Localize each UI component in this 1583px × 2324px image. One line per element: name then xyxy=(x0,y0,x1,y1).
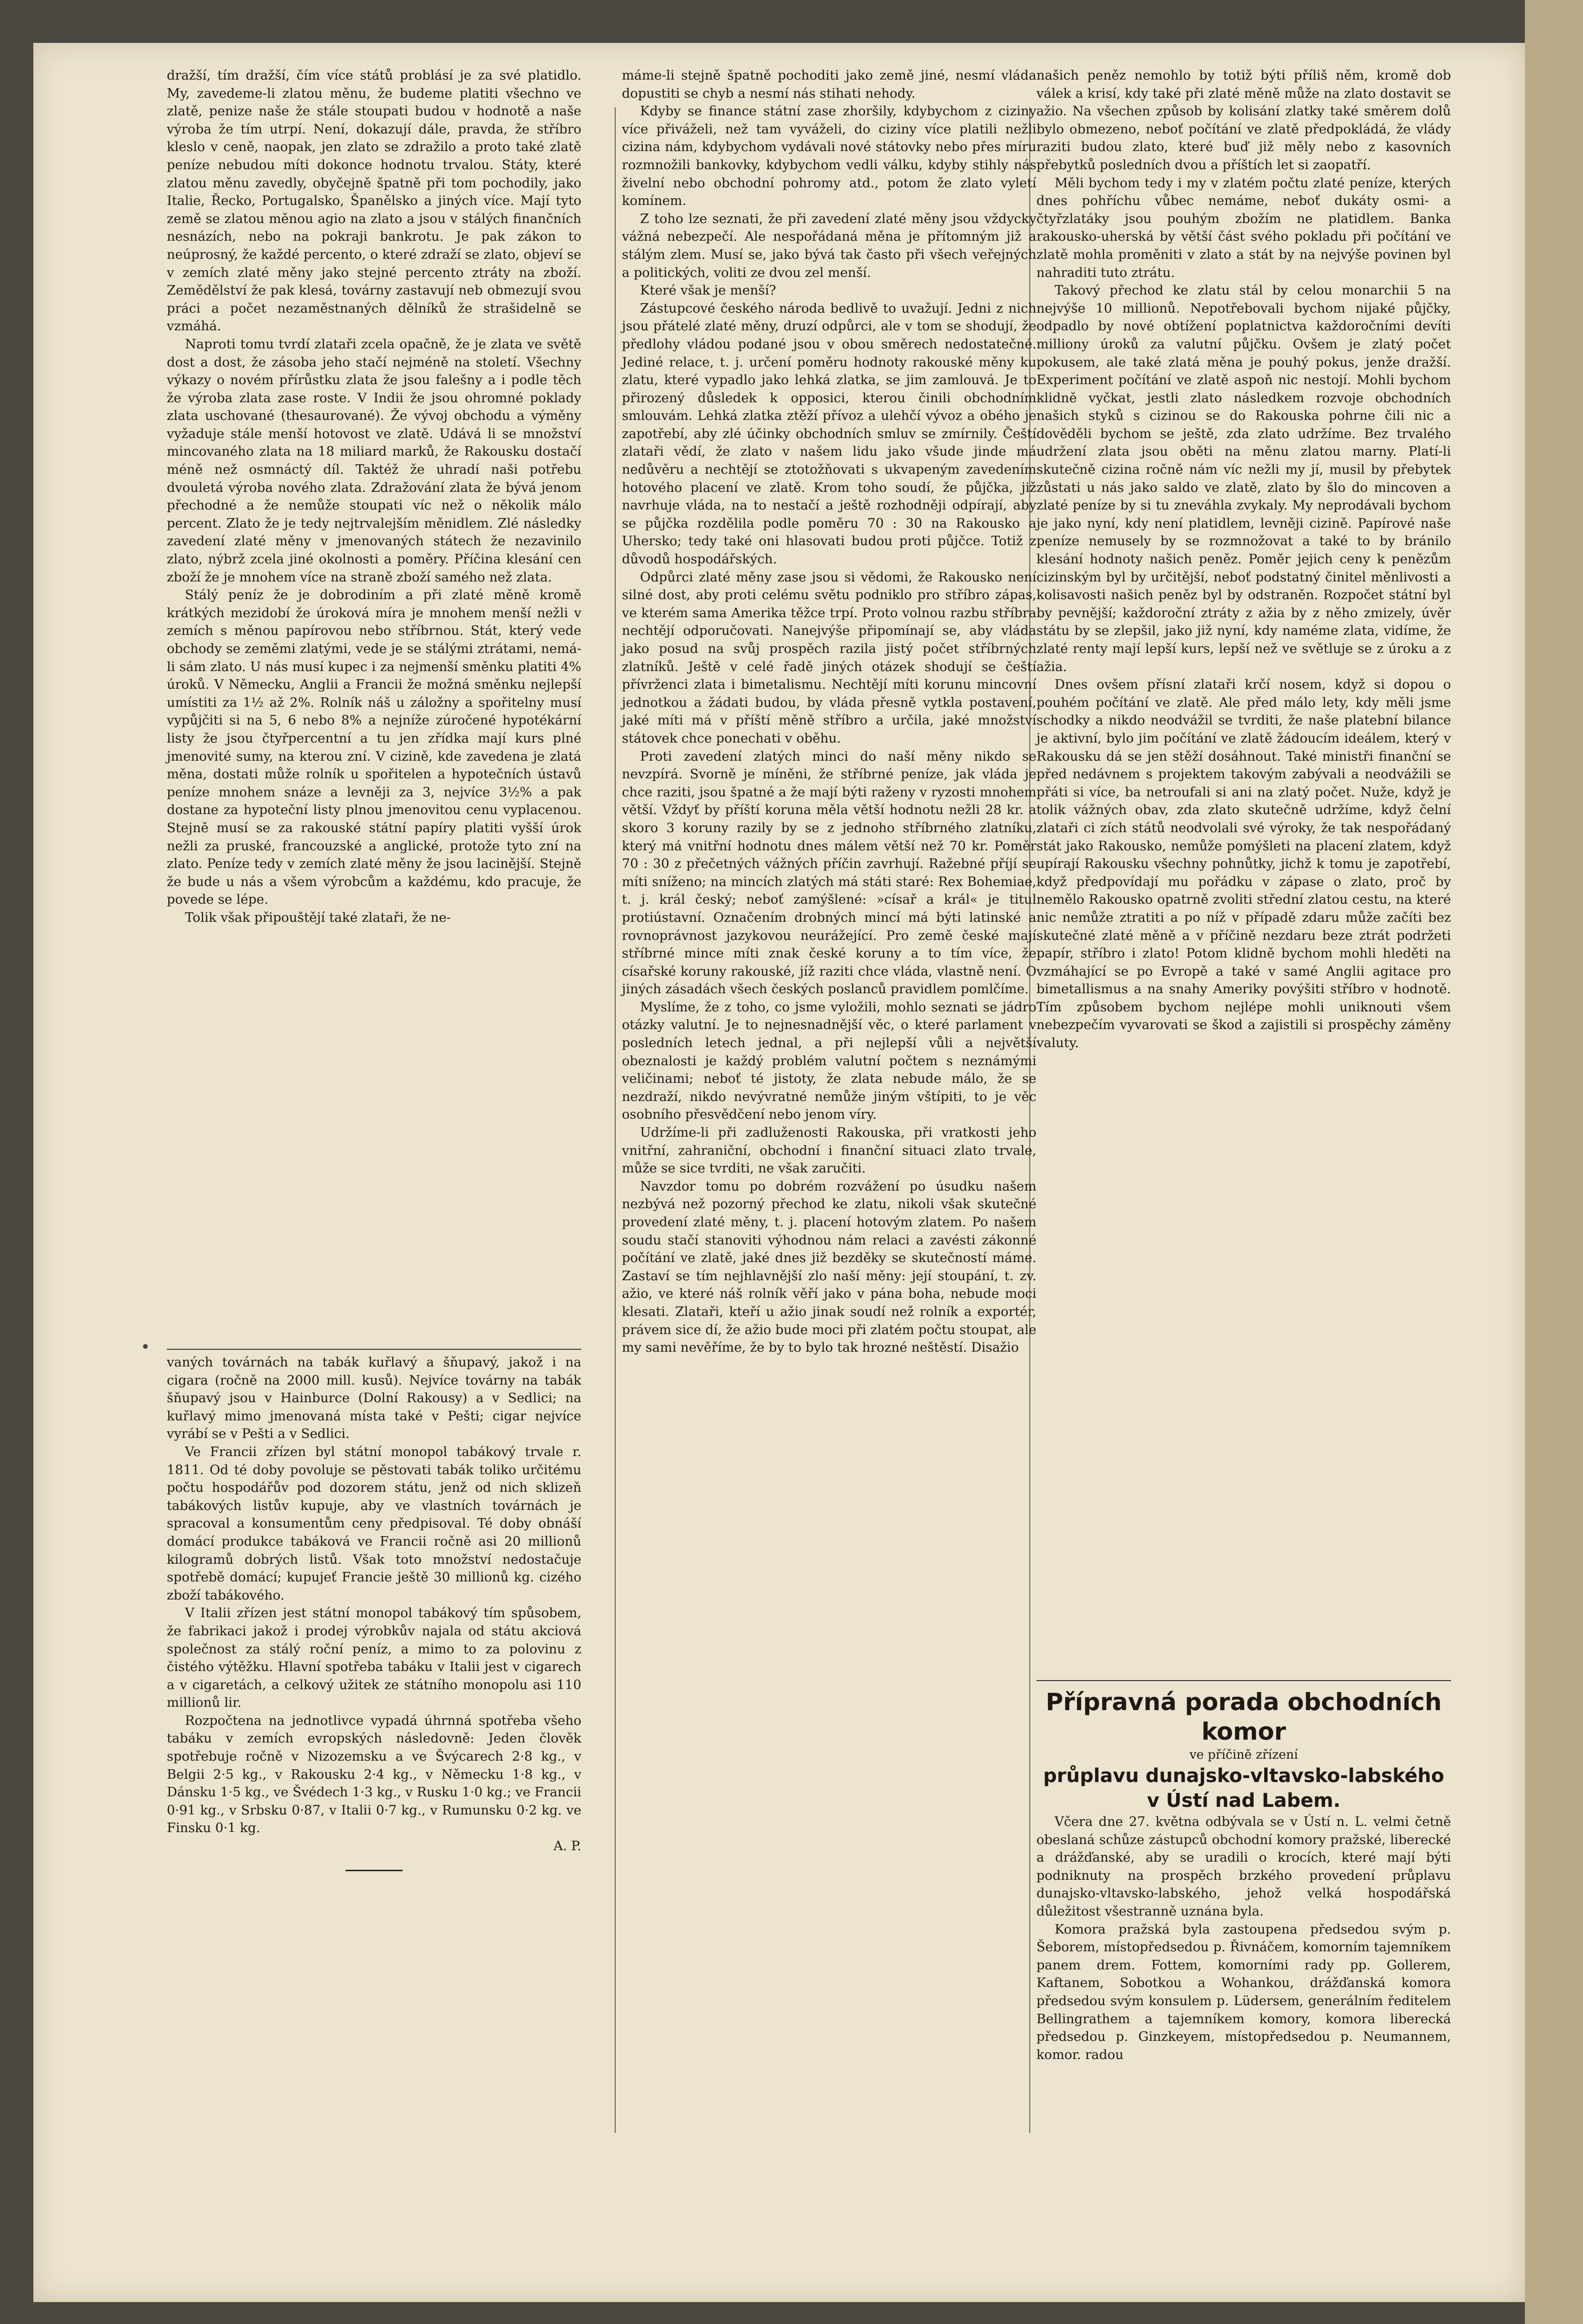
column-1-lower xyxy=(167,1354,581,1871)
margin-dot xyxy=(143,1344,148,1349)
column-2 xyxy=(622,67,1036,1357)
col1-paragraph: dražší, tím dražší, čím více států problásí je za své platidlo. My, zavedeme-li zlatou měnu, že budeme platiti všechno ve zlatě, penize naše že stále stoupati budou v hodnotě a naše výroba že tím utrpí. Není, dokazují dále, pravda, že stříbro kleslo v ceně, naopak, jen zlato se zdražilo a proto také zlatě peníze nebudou míti dokonce hodnotu trvalou. Státy, které zlatou měnu zavedly, obyčejně špatně při tom pochodily, jako Italie, Řecko, Portugalsko, Španělsko a jiných více. Mají tyto země se zlatou měnou agio na zlato a jsou v stálých finančních nesnázích, nebo na pokraji bankrotu. Je pak zákon to neúprosný, že každé percento, o které zdraží se zlato, objeví se v zemích zlaté měny jako stejné percento ztráty na zboží. Zemědělství že pak klesá, továrny zastavují neb obmezují svou práci a počet nezaměstnaných dělníků že strašidelně se vzmáhá. xyxy=(167,68,581,334)
article-headline: Přípravná porada obchodních komor xyxy=(1045,1688,1442,1745)
col1-lower-paragraph: Rozpočtena na jednotlivce vypadá úhrnná spotřeba všeho tabáku v zemích evropských následovně: Jeden člověk spotřebuje ročně v Nizozemsku a ve Švýcarech 2·8 kg., v Belgii 2·5 kg., v Rakousku 2·4 kg., v Německu 1·8 kg., v Dánsku 1·5 kg., ve Švédech 1·3 kg., v Rusku 1·0 kg.; ve Francii 0·91 kg., v Srbsku 0·87, v Italii 0·7 kg., v Rumunsku 0·2 kg. ve Finsku 0·1 kg. xyxy=(167,1713,581,1836)
news-paragraph: Včera dne 27. května odbývala se v Ústí n. L. velmi četně obeslaná schůze zástupců obchodní komory pražské, liberecké a drážďanské, aby se uradili o krocích, které mají býti podniknuty na prospěch brzkého provedení průplavu dunajsko-vltavsko-labského, jehož velká hospodářská důležitost všestranně uznána byla. xyxy=(1036,1814,1451,1919)
col1-lower-paragraph: Ve Francii zřízen byl státní monopol tabákový trvale r. 1811. Od té doby povoluje se pěstovati tabák toliko určitému počtu hospodářův pod dozorem státu, jenž od nich sklizeň tabákových listův kupuje, aby ve vlastních továrnách je spracoval a konsumentům ceny předpisoval. Té doby obnáší domácí produkce tabáková ve Francii ročně asi 20 millionů kilogramů dobrých listů. Však toto množství nedostačuje spotřebě domácí; kupujeť Francie ještě 30 millionů kg. cizého zboží tabákového. xyxy=(167,1444,581,1603)
col2-paragraph: Myslíme, že z toho, co jsme vyložili, mohlo seznati se jádro otázky valutní. Je to nejnesnadnější věc, o které parlament v posledních letech jednal, a při nejlepší vůli a největší obeznalosti je každý problém valutní počtem s neznámými veličinami; neboť té jistoty, že zlata nebude málo, že se nezdraží, nikdo nevývratné nemůže jiným vštípiti, to je věc osobního přesvědčení nebo jenom víry. xyxy=(622,999,1036,1122)
col2-paragraph: Kdyby se finance státní zase zhoršily, kdybychom z ciziny více přiváželi, než tam vyváželi, do ciziny více platili nežli cizina nám, kdybychom vydávali nové státovky nebo přes míru rozmnožili bankovky, kdybychom vedli válku, kdyby stihly nás živelní nebo obchodní pohromy atd., potom že zlato vyletí komínem. xyxy=(622,104,1036,209)
col2-paragraph: Proti zavedení zlatých minci do naší měny nikdo se nevzpírá. Svorně je míněni, že stříbrné peníze, jak vláda je chce raziti, jsou špatné a že mají býti raženy v ryzosti mnohem větší. Vždyť by příští koruna měla větší hodnotu nežli 28 kr. a skoro 3 koruny razily by se z jednoho stříbrného zlatníku, který má vnitřní hodnotu dnes málem větší než 70 kr. Poměr 70 : 30 z přečetných vážných příčin zavrhují. Ražebné příjí se míti sníženo; na mincích zlatých má státi staré: Rex Bohemiae, t. j. král český; neboť zamýšlené: »císař a král« je titul protiústavní. Označením drobných mincí má býti latinské a rovnoprávnost jazykovou neurážející. Pro země české mají stříbrné mince míti znak české koruny a to tím více, že císařské koruny rakouské, jíž raziti chce vláda, vlastně není. O jiných zásadách všech českých poslanců pravidlem pomlčíme. xyxy=(622,749,1036,997)
col2-paragraph: Které však je menší? xyxy=(640,283,776,298)
col3-paragraph: našich peněz nemohlo by totiž býti příliš něm, kromě dob válek a krisí, kdy také při zlaté měně může na zlato dostavit se ažio. Na všechen způsob by kolisání zlatky také směrem dolů bylo obmezeno, neboť počítání ve zlatě předpokládá, že vlády raziti budou zlato, které buď již měly nebo z kasovních přebytků posledních dvou a příštích let si zaopatří. xyxy=(1036,68,1451,173)
end-flourish xyxy=(345,1870,403,1871)
article-subheading: ve příčině zřízení xyxy=(1189,1748,1298,1762)
col1-lower-paragraph: vaných továrnách na tabák kuřlavý a šňupavý, jakož i na cigara (ročně na 2000 mill. kusů). Nejvíce továrny na tabák šňupavý jsou v Hainburce (Dolní Rakousy) a v Sedlici; na kuřlavý mimo jmenovaná místa také v Pešti; cigar nejvíce vyrábí se v Pešti a v Sedlici. xyxy=(167,1355,581,1442)
author-signature: A. P. xyxy=(553,1839,581,1854)
col2-paragraph: Odpůrci zlaté měny zase jsou si vědomi, že Rakousko není silné dost, aby proti celému světu podniklo pro stříbro zápas, ve kterém sama Amerika těžce trpí. Proto volnou razbu stříbra nechtějí odporučovati. Nanejvýše připomínají se, aby vláda jako posud na svůj prospěch razila jistý počet stříbrných zlatníků. Ještě v celé řadě jiných otázek shodují se čeští přívrženci zlata i bimetalismu. Nechtějí míti korunu mincovní jednotkou a žádati budou, by vláda přesně vytkla postavení, jaké míti má v příští měně stříbro a určila, jaké množství státovek chce ponechati v oběhu. xyxy=(622,570,1036,746)
col2-paragraph: máme-li stejně špatně pochoditi jako země jiné, nesmí vláda dopustiti se chyb a nesmí nás stihati nehody. xyxy=(622,68,1036,101)
col2-paragraph: Zástupcové českého národa bedlivě to uvažují. Jedni z nich jsou přátelé zlaté měny, druzí odpůrci, ale v tom se shodují, že předlohy vládou podané jsou v obou směrech nedostatečné. Jediné relace, t. j. určení poměru hodnoty rakouské měny ku zlatu, které vypadlo jako lehká zlatka, se jim zamlouvá. Je to přirozený důsledek k opposici, kterou činili obchodním smlouvám. Lehká zlatka ztěží přívoz a ulehčí vývoz a obého je zapotřebí, aby zlé účinky obchodních smluv se zmírnily. Čeští zlataři vědí, že zlato v našem lidu jako všude jinde má nedůvěru a nechtějí se ztotožňovati s ukvapeným zavedením hotového placení ve zlatě. Krom toho soudí, že půjčka, již navrhuje vláda, na to nestačí a ještě rozhodněji odpírají, aby se půjčka rozdělila podle poměru 70 : 30 na Rakousko a Uhersko; tedy také oni hlasovati budou proti půjčce. Totiž z důvodů hospodářských. xyxy=(622,301,1036,567)
column-1 xyxy=(167,67,581,927)
article-subheading-canal: průplavu dunajsko-vltavsko-labského xyxy=(1043,1765,1444,1787)
article-subheading-place: v Ústí nad Labem. xyxy=(1147,1790,1341,1812)
column-3 xyxy=(1036,67,1451,1052)
col3-paragraph: Měli bychom tedy i my v zlatém počtu zlaté peníze, kterých dnes pohříchu vůbec nemáme, neboť dukáty osmi- a čtyřzlatáky jsou pouhým zbožím ne platidlem. Banka rakousko-uherská by větší část svého pokladu při počítání ve zlatě mohla proměniti v zlato a stát by na nejvýše povinen byl nahraditi tuto ztrátu. xyxy=(1036,175,1451,280)
scan-edge xyxy=(1525,0,1583,2324)
col1-paragraph: Naproti tomu tvrdí zlataři zcela opačně, že je zlata ve světě dost a dost, že zásoba jeho stačí nejméně na století. Všechny výkazy o novém přírůstku zlata že jsou falešny a i podle těch že výroba zlata zase roste. V Indii že jsou ohromné poklady zlata uschované (thesaurované). Že vývoj obchodu a výměny vyžaduje stále menší hotovost ve zlatě. Udává li se množství mincovaného zlata na 18 miliard marků, že Rakousku dostačí méně než osmnáctý díl. Taktéž že uhradí naši potřebu dvouletá výroba nového zlata. Zdražování zlata že bývá jenom přechodné a že nemůže stoupati víc než o několik málo percent. Zlato že je tedy nejtrvalejším měnidlem. Zlé následky zavedení zlaté měny v jmenovaných státech že nezavinilo zlato, nýbrž zcela jiné okolnosti a poměry. Příčina klesání cen zboží že je mnohem více na straně zboží samého než zlata. xyxy=(167,336,581,585)
col3-paragraph: Dnes ovšem přísní zlataři krčí nosem, když si dopou o pouhém počítání ve zlatě. Ale před málo lety, kdy měli jsme schodky a nikdo neodvážil se tvrditi, že naše platební bilance je aktivní, bylo jim počítání ve zlatě žádoucím ideálem, který v Rakousku dá se jen stěží dosáhnout. Také ministři finanční se před nedávnem s projektem takovým zabývali a neodvážili se přáti si více, ba netroufali si ani na zlatý počet. Nuže, když je tolik vážných obav, zda zlato skutečně udržíme, když čelní zlataři ci zích států neodvolali své výroky, že tak nespořádaný stát jako Rakousko, nemůže pomýšleti na placení zlatem, když upírají Rakousku všechny pohnůtky, jichž k tomu je zapotřebí, když předpovídají mu pořádku v zápase o zlato, proč by nemělo Rakousko opatrně zvoliti střední zlatou cestu, na které nic nemůže ztratiti a po níž v případě zdaru může začíti bez skutečné zlaté měně a v příčině nezdaru beze ztrát podržeti papír, stříbro i zlato! Potom klidně bychom mohli hleděti na vzmáhající se po Evropě a také v samé Anglii agitace pro bimetallismus a na snahy Ameriky povýšiti stříbro v hodnotě. Tím způsobem bychom nejlépe mohli uniknouti všem nebezpečím vyvarovati se škod a zajistili si prospěchy záměny valuty. xyxy=(1036,677,1451,1051)
col2-paragraph: Udržíme-li při zadluženosti Rakouska, při vratkosti jeho vnitřní, zahraniční, obchodní i finanční situaci zlato trvale, může se sice tvrditi, ne však zaručiti. xyxy=(622,1125,1036,1176)
column-rule-1 xyxy=(615,107,616,2133)
article-separator xyxy=(1036,1680,1451,1681)
col2-paragraph: Z toho lze seznati, že při zavedení zlaté měny jsou vždycky vážná nebezpečí. Ale nespořádaná měna je přítomným již a stálým zlem. Musí se, jako bývá tak často při všech veřejných a politických, voliti ze dvou zel menší. xyxy=(622,211,1036,280)
column-3-news xyxy=(1036,1687,1451,2064)
col1-paragraph: Tolik však připouštějí také zlataři, že ne- xyxy=(185,910,451,925)
col1-paragraph: Stálý peníz že je dobrodiním a při zlaté měně kromě krátkých mezidobí že úroková míra je mnohem menší nežli v zemích s měnou papírovou nebo stříbrnou. Stát, který vede obchody se zeměmi zlatými, vede je se stálými ztrátami, nemá-li sám zlato. U nás musí kupec i za nejmenší směnku platiti 4% úroků. V Německu, Anglii a Francii že možná směnku nejlepší umístiti za 1½ až 2%. Rolník náš u záložny a spořitelny musí vypůjčiti si na 5, 6 nebo 8% a nejníže zúročené hypotékární listy že jsou čtyřpercentní a tu jen zřídka mají kurs plné jmenovité sumy, na kterou zní. V cizině, kde zavedena je zlatá měna, dostati může rolník u spořitelen a hypotečních ústavů peníze mnohem snáze a levněji za 3, nejvíce 3½% a pak dostane za hypoteční listy plnou jmenovitou cenu vyplacenou. Stejně musí se za rakouské státní papíry platiti vyšší úrok nežli za pruské, francouzské a anglické, protože tyto zní na zlato. Peníze tedy v zemích zlaté měny že jsou lacinější. Stejně že bude u nás a všem výrobcům a každému, kdo pracuje, že povede se lépe. xyxy=(167,588,581,907)
news-paragraph: Komora pražská byla zastoupena předsedou svým p. Šeborem, místopředsedou p. Řivnáčem, komorním tajemníkem panem drem. Fottem, komorními rady pp. Gollerem, Kaftanem, Sobotkou a Wohankou, drážďanská komora předsedou svým konsulem p. Lüdersem, generálním ředitelem Bellingrathem a tajemníkem komory, komora liberecká předsedou p. Ginzkeyem, místopředsedou p. Neumannem, komor. radou xyxy=(1036,1922,1451,2062)
section-separator xyxy=(167,1349,581,1350)
col1-lower-paragraph: V Italii zřízen jest státní monopol tabákový tím spůsobem, že fabrikaci jakož i prodej výrobkův najala od státu akciová společnost za stálý roční peníz, a mimo to za polovinu z čistého výtěžku. Hlavní spotřeba tabáku v Italii jest v cigarech a v cigaretách, a celkový užitek ze státního monopolu asi 110 millionů lir. xyxy=(167,1606,581,1711)
col2-paragraph: Navzdor tomu po dobrém rozvážení po úsudku našem nezbývá než pozorný přechod ke zlatu, nikoli však skutečné provedení zlaté měny, t. j. placení hotovým zlatem. Po našem soudu stačí stanoviti výhodnou nám relaci a zavésti zákonné počítání ve zlatě, jaké dnes již bezděky se skutečností máme. Zastaví se tím nejhlavnější zlo naší měny: její stoupání, t. zv. ažio, ve které náš rolník věří jako v pána boha, nebude moci klesati. Zlataři, kteří u ažio jinak soudí než rolník a exportér, právem sice dí, že ažio bude moci při zlatém počtu stoupat, ale my sami nevěříme, že by to bylo tak hrozné neštěstí. Disažio xyxy=(622,1179,1036,1356)
col3-paragraph: Takový přechod ke zlatu stál by celou monarchii 5 na nejvýše 10 millionů. Nepotřebovali bychom nijaké půjčky, odpadlo by nové obtížení poplatnictva každoročními devíti milliony úroků za valutní půjčku. Ovšem je zlatý počet pokusem, ale také zlatá měna je pouhý pokus, jenže dražší. Experiment počítání ve zlatě aspoň nic nestojí. Mohli bychom klidně vyčkat, jestli zlato následkem rozvoje obchodních našich styků s cizinou se do Rakouska pohrne čili nic a dověděli bychom se ještě, zda zlato udržíme. Bez trvalého udržení zlata jsou oběti na měnu zlatou marny. Platí-li skutečně cizina ročně nám víc nežli my jí, musil by přebytek zůstati u nás jako saldo ve zlatě, zlato by šlo do mincoven a zlaté peníze by si tu zneváhla zvykaly. My neprodávali bychom je jako nyní, kdy není platidlem, levněji cizině. Papírové naše peníze nemusely by se rozmnožovat a také to by bránilo klesání hodnoty našich peněz. Poměr jejich ceny k penězům cizinským byl by určitější, neboť podstatný činitel měnlivosti a kolisavosti našich peněz byl by odstraněn. Rozpočet státní byl by pevnější; každoroční ztráty z ažia by z něho zmizely, úvěr státu by se zlepšil, jako již nyní, kdy naméme zlata, vidíme, že zlaté renty mají lepší kurs, lepší než ve světluje se z úroku a z ažia. xyxy=(1036,283,1451,674)
